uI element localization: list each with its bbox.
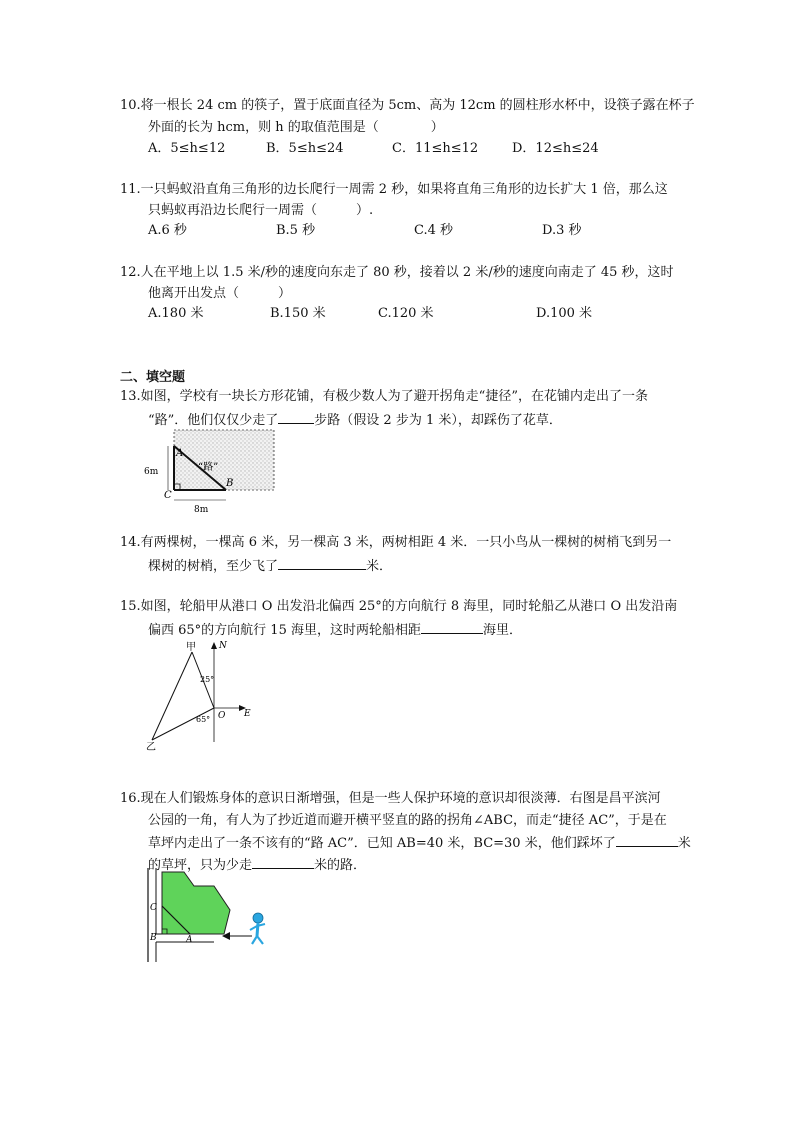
label-jia: 甲 [186, 642, 196, 653]
angle-65: 65° [196, 715, 211, 724]
label-c: C [150, 903, 157, 913]
q16-line4-text-b: 米的路． [314, 858, 367, 873]
q16-line2: 公园的一角，有人为了抄近道而避开横平竖直的路的拐角∠ABC，而走“捷径 AC”，于是在 [148, 813, 667, 828]
lawn [162, 872, 230, 934]
q12-option-b: B.150 米 [270, 306, 326, 321]
q16-answer-blank-1[interactable] [616, 832, 678, 847]
q12-line2: 他离开出发点（ ） [148, 286, 292, 301]
q10-option-d: D．12≤h≤24 [512, 141, 599, 156]
q16-line3 [148, 832, 691, 854]
q11-option-d: D.3 秒 [542, 223, 582, 238]
q15-line1: 15.如图，轮船甲从港口 O 出发沿北偏西 25°的方向航行 8 海里，同时轮船乙从港口 O 出发沿南 [120, 599, 678, 614]
segment-jia-yi [152, 652, 192, 740]
q13-line2-text-a: “路”．他们仅仅少走了 [148, 413, 279, 428]
q11-option-a: A.6 秒 [148, 223, 187, 238]
q16-figure [144, 866, 274, 966]
q14-line2-text-a: 棵树的树梢，至少飞了 [148, 559, 279, 574]
q10-line2: 外面的长为 hcm，则 h 的取值范围是（ ） [148, 120, 444, 135]
q15-figure [140, 638, 260, 754]
route-yi [152, 708, 214, 740]
q10-option-c: C．11≤h≤12 [392, 141, 479, 156]
label-e: E [244, 709, 251, 719]
q16-line3-text-b: 米 [677, 836, 691, 851]
label-b: B [226, 478, 234, 489]
person-icon [250, 913, 265, 944]
q11-line2: 只蚂蚁再沿边长爬行一周需（ ）. [148, 203, 374, 218]
q12-option-c: C.120 米 [378, 306, 434, 321]
q16-line3-text-a: 草坪内走出了一条不该有的“路 AC”．已知 AB=40 米，BC=30 米，他们踩坏了 [148, 836, 616, 851]
label-c: C [164, 490, 172, 501]
label-a: A [186, 935, 193, 945]
q12-option-d: D.100 米 [536, 306, 593, 321]
q14-line2-text-b: 米． [366, 559, 393, 574]
q11-line1: 11.一只蚂蚁沿直角三角形的边长爬行一周需 2 秒，如果将直角三角形的边长扩大 1 倍，那么这 [120, 182, 668, 197]
north-arrow [211, 642, 217, 649]
dim-8m: 8m [194, 505, 209, 515]
section-title-fill-blank: 二、填空题 [120, 370, 186, 385]
q15-line2-text-b: 海里． [482, 623, 522, 638]
q11-option-b: B.5 秒 [276, 223, 316, 238]
q16-line4-text-a: 的草坪，只为少走 [148, 858, 253, 873]
q16-line1: 16.现在人们锻炼身体的意识日渐增强，但是一些人保护环境的意识却很淡薄．右图是昌平滨河 [120, 791, 661, 806]
label-a: A [176, 448, 184, 459]
label-o: O [218, 711, 226, 721]
label-yi: 乙 [146, 742, 156, 753]
q10-option-a: A．5≤h≤12 [148, 141, 226, 156]
q13-answer-blank[interactable] [278, 409, 314, 424]
q12-option-a: A.180 米 [148, 306, 204, 321]
q12-line1: 12.人在平地上以 1.5 米/秒的速度向东走了 80 秒，接着以 2 米/秒的速度向南走了 45 秒，这时 [120, 265, 674, 280]
road-label: “路” [198, 462, 219, 473]
q14-line1: 14.有两棵树，一棵高 6 米，另一棵高 3 米，两树相距 4 米．一只小鸟从一棵树的树梢飞到另一 [120, 535, 672, 550]
q13-line1: 13.如图，学校有一块长方形花铺，有极少数人为了避开拐角走“捷径”，在花铺内走出了一条 [120, 389, 648, 404]
dim-6m: 6m [144, 467, 159, 477]
q13-figure [140, 426, 280, 518]
label-n: N [219, 641, 227, 651]
label-b: B [150, 933, 157, 943]
q15-line2-text-a: 偏西 65°的方向航行 15 海里，这时两轮船相距 [148, 623, 421, 638]
q10-option-b: B．5≤h≤24 [266, 141, 344, 156]
q15-answer-blank[interactable] [421, 619, 483, 634]
q11-option-c: C.4 秒 [414, 223, 454, 238]
q14-line2 [148, 555, 392, 577]
angle-25: 25° [200, 675, 215, 684]
q14-answer-blank[interactable] [278, 555, 366, 570]
q10-line1: 10.将一根长 24 cm 的筷子，置于底面直径为 5cm、高为 12cm 的圆柱形水杯中，设筷子露在杯子 [120, 98, 695, 113]
q13-line2-text-b: 步路（假设 2 步为 1 米），却踩伤了花草． [314, 413, 562, 428]
